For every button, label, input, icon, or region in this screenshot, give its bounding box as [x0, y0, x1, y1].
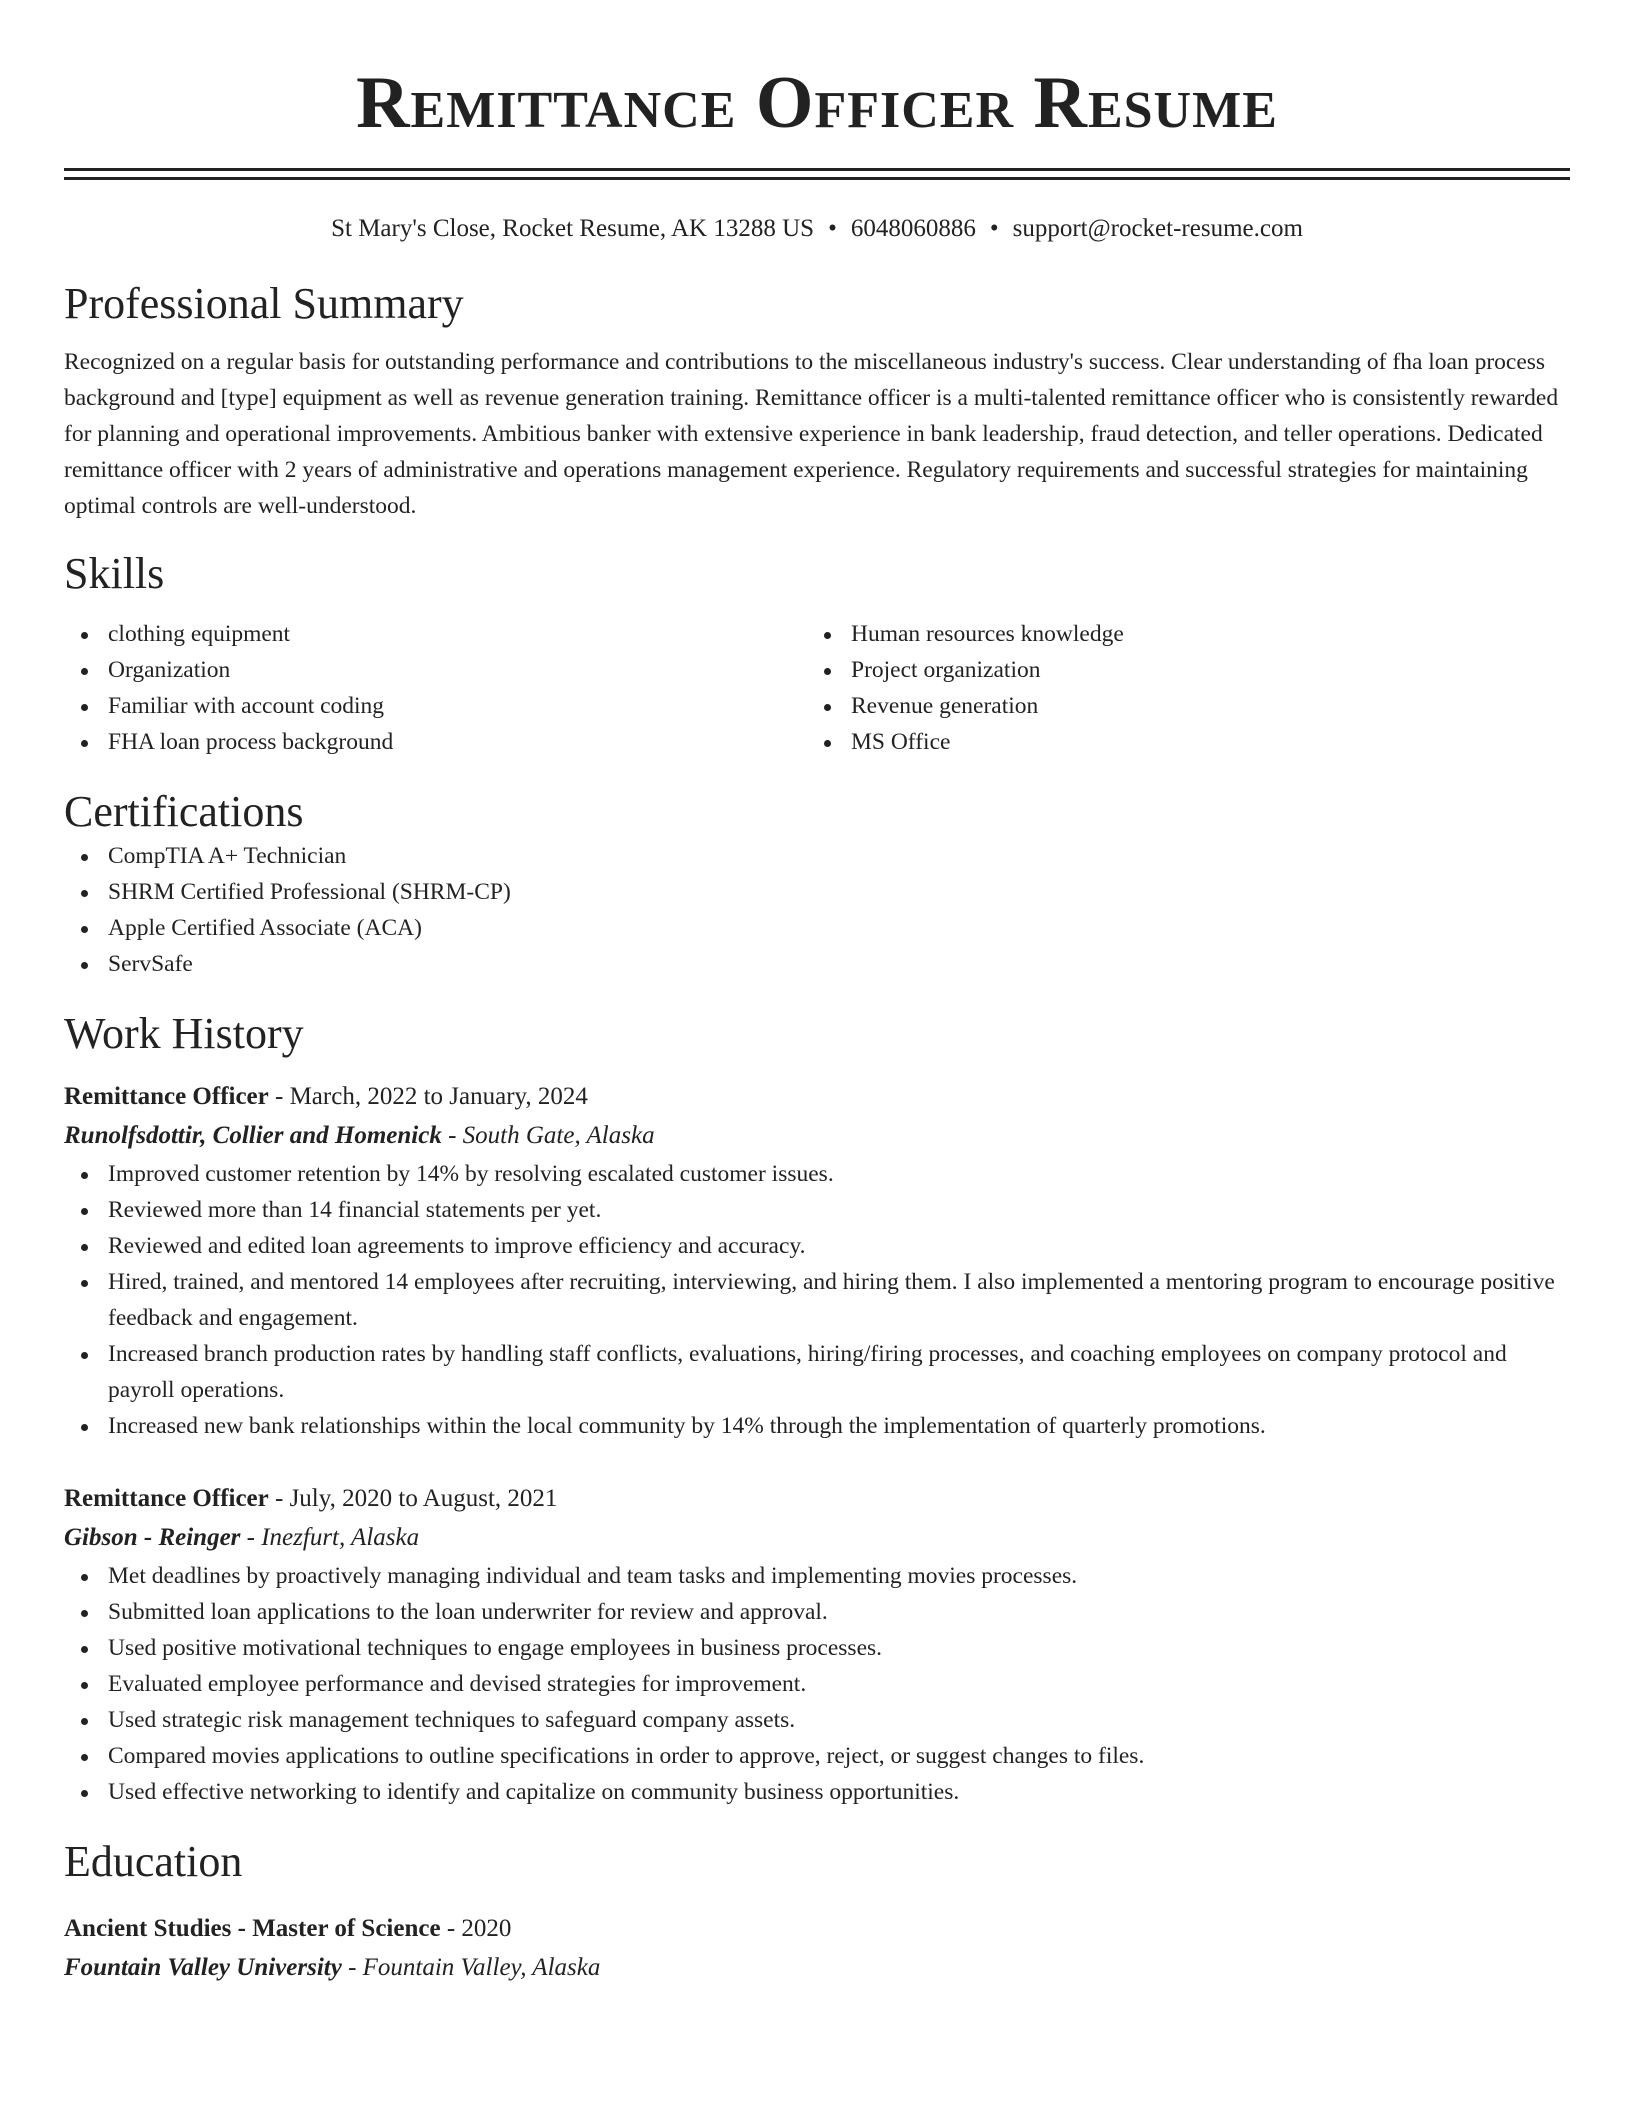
- job-entry: [64, 1480, 1570, 1810]
- education-school: Fountain Valley University: [64, 1954, 342, 1981]
- resume-page: [64, 0, 1570, 1988]
- skills-heading: Skills: [64, 549, 165, 598]
- work-history-heading: Work History: [64, 1009, 304, 1058]
- skill-item: Human resources knowledge: [807, 616, 1550, 652]
- education-location: - Fountain Valley, Alaska: [341, 1954, 601, 1981]
- job-company: Runolfsdottir, Collier and Homenick: [64, 1122, 442, 1149]
- contact-email: support@rocket-resume.com: [1012, 215, 1303, 242]
- job-bullet: Met deadlines by proactively managing individual and team tasks and implementing movies processes.: [64, 1558, 1570, 1594]
- education-school-line: [64, 1948, 1570, 1988]
- summary-text: Recognized on a regular basis for outstanding performance and contributions to the miscellaneous industry's success. Clear understanding of fha loan process background and [type] equipment as well as revenue generation training. Remittance officer is a multi-talented remittance officer who is consistently rewarded for planning and operational improvements. Ambitious banker with extensive experience in bank leadership, fraud detection, and teller operations. Dedicated remittance officer with 2 years of administrative and operations management experience. Regulatory requirements and successful strategies for maintaining optimal controls are well-understood.: [64, 349, 1559, 519]
- contact-separator: •: [989, 215, 999, 242]
- job-title-line: [64, 1078, 1570, 1116]
- job-bullet: Used positive motivational techniques to engage employees in business processes.: [64, 1630, 1570, 1666]
- skills-column-left: [64, 616, 807, 760]
- summary-heading: Professional Summary: [64, 279, 464, 328]
- certification-item: ServSafe: [64, 946, 1570, 982]
- job-bullet: Compared movies applications to outline specifications in order to approve, reject, or suggest changes to files.: [64, 1738, 1570, 1774]
- job-bullet: Increased branch production rates by handling staff conflicts, evaluations, hiring/firing processes, and coaching employees on company protocol and payroll operations.: [64, 1336, 1570, 1408]
- certifications-section: [64, 786, 1570, 982]
- skills-section: [64, 548, 1570, 760]
- job-bullet: Reviewed more than 14 financial statements per yet.: [64, 1192, 1570, 1228]
- education-year: - 2020: [440, 1915, 512, 1942]
- education-entry: [64, 1910, 1570, 1988]
- title-divider-bottom: [64, 177, 1570, 180]
- summary-section: [64, 278, 1570, 524]
- certification-item: SHRM Certified Professional (SHRM-CP): [64, 874, 1570, 910]
- title-divider-top: [64, 168, 1570, 171]
- job-bullet: Improved customer retention by 14% by resolving escalated customer issues.: [64, 1156, 1570, 1192]
- skill-item: Project organization: [807, 652, 1550, 688]
- skill-item: Organization: [64, 652, 807, 688]
- education-degree-line: [64, 1910, 1570, 1948]
- job-bullet: Hired, trained, and mentored 14 employees after recruiting, interviewing, and hiring them. I also implemented a mentoring program to encourage positive feedback and engagement.: [64, 1264, 1570, 1336]
- education-section: [64, 1836, 1570, 1988]
- job-location: - Inezfurt, Alaska: [240, 1524, 420, 1551]
- job-bullet: Used strategic risk management techniques to safeguard company assets.: [64, 1702, 1570, 1738]
- job-dates: - July, 2020 to August, 2021: [268, 1485, 558, 1512]
- contact-phone: 6048060886: [850, 215, 976, 242]
- job-bullet: Reviewed and edited loan agreements to improve efficiency and accuracy.: [64, 1228, 1570, 1264]
- job-company-line: [64, 1518, 1570, 1558]
- contact-address: St Mary's Close, Rocket Resume, AK 13288 US: [331, 215, 815, 242]
- job-location: - South Gate, Alaska: [441, 1122, 655, 1149]
- skills-grid: [64, 616, 1570, 760]
- job-bullets: [64, 1156, 1570, 1444]
- job-bullets: [64, 1558, 1570, 1810]
- job-company: Gibson - Reinger: [64, 1524, 241, 1551]
- certifications-list: [64, 838, 1570, 982]
- certification-item: Apple Certified Associate (ACA): [64, 910, 1570, 946]
- job-dates: - March, 2022 to January, 2024: [268, 1083, 588, 1110]
- skill-item: Revenue generation: [807, 688, 1550, 724]
- certification-item: CompTIA A+ Technician: [64, 838, 1570, 874]
- contact-line: [64, 214, 1570, 244]
- work-history-section: [64, 1008, 1570, 1810]
- contact-separator: •: [828, 215, 837, 242]
- job-title-line: [64, 1480, 1570, 1518]
- education-degree: Ancient Studies - Master of Science: [64, 1915, 441, 1942]
- skill-item: Familiar with account coding: [64, 688, 807, 724]
- job-bullet: Evaluated employee performance and devised strategies for improvement.: [64, 1666, 1570, 1702]
- skills-column-right: [807, 616, 1550, 760]
- certifications-heading: Certifications: [64, 787, 304, 836]
- education-heading: Education: [64, 1837, 243, 1886]
- job-company-line: [64, 1116, 1570, 1156]
- job-bullet: Used effective networking to identify and capitalize on community business opportunities.: [64, 1774, 1570, 1810]
- job-entry: [64, 1078, 1570, 1444]
- skill-item: MS Office: [807, 724, 1550, 760]
- job-role: Remittance Officer: [64, 1485, 269, 1512]
- skill-item: FHA loan process background: [64, 724, 807, 760]
- job-bullet: Increased new bank relationships within the local community by 14% through the implementation of quarterly promotions.: [64, 1408, 1570, 1444]
- job-role: Remittance Officer: [64, 1083, 269, 1110]
- job-bullet: Submitted loan applications to the loan underwriter for review and approval.: [64, 1594, 1570, 1630]
- resume-title: Remittance Officer Resume: [356, 62, 1278, 144]
- skill-item: clothing equipment: [64, 616, 807, 652]
